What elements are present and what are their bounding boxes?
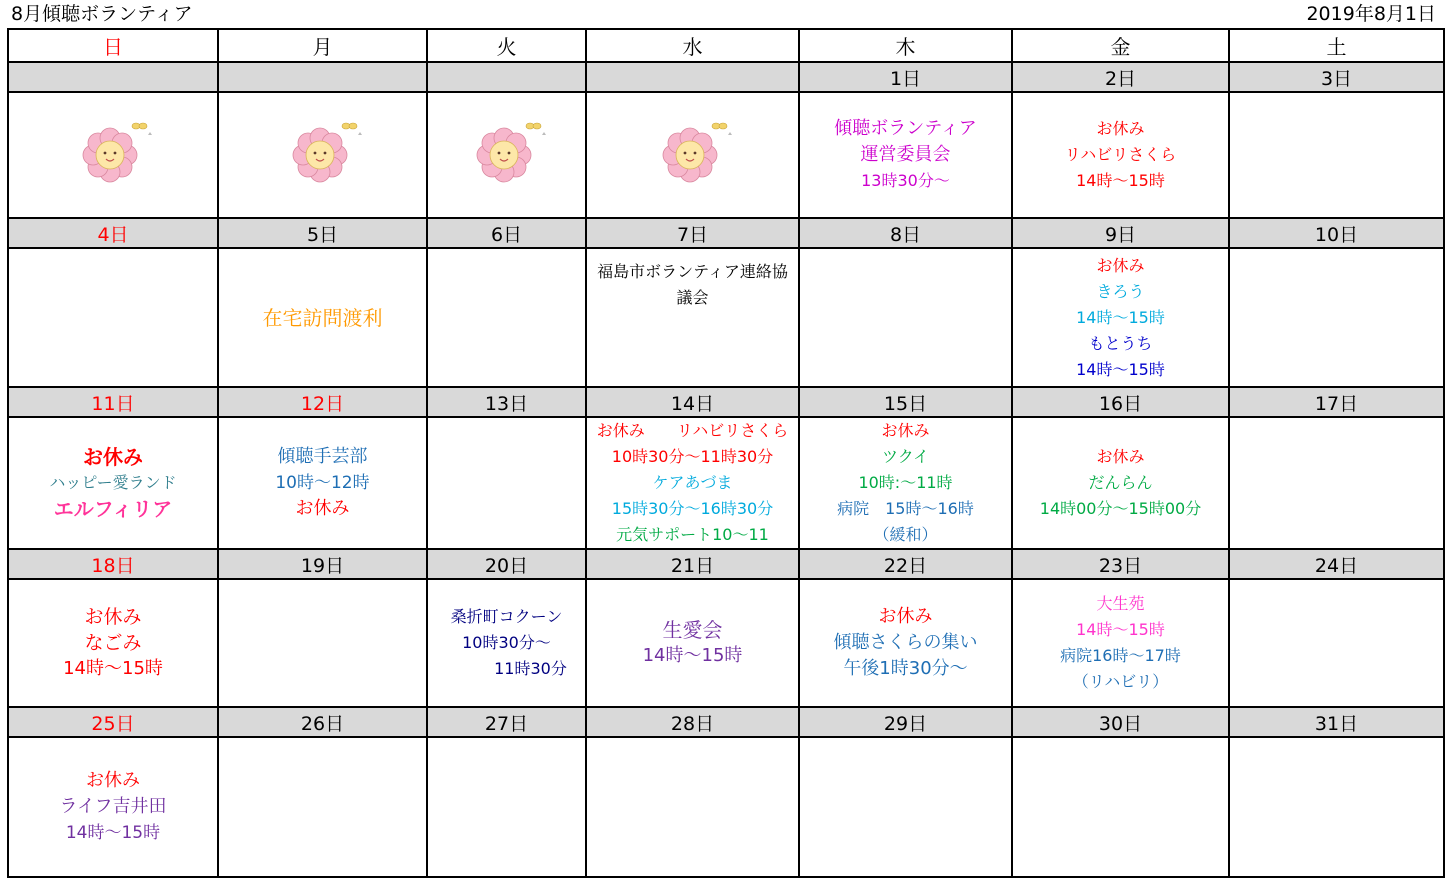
schedule-row [8, 248, 1444, 387]
day-number-cell: 5日 [218, 218, 427, 248]
date-row [8, 218, 1444, 248]
day-schedule-cell [8, 737, 218, 877]
day-schedule-cell [799, 417, 1012, 549]
schedule-entry: 14時～15時 [1076, 171, 1165, 190]
schedule-entry: 11時30分 [446, 659, 567, 678]
schedule-entry: （緩和） [873, 525, 938, 544]
day-number-cell: 30日 [1012, 707, 1229, 737]
schedule-entry: お休み [878, 606, 933, 627]
day-schedule-cell [427, 737, 586, 877]
day-number-cell: 26日 [218, 707, 427, 737]
weekday-sunday: 日 [8, 29, 218, 62]
schedule-entry: 10時30分～11時30分 [611, 447, 774, 466]
schedule-entry: ハッピー愛ランド [49, 473, 177, 492]
calendar-grid [7, 28, 1445, 878]
schedule-entry: 14時～15時 [65, 823, 161, 843]
day-schedule-cell [586, 92, 799, 218]
day-number-cell: 23日 [1012, 549, 1229, 579]
schedule-entry: 10時30分～ [462, 633, 551, 652]
schedule-entry: 生愛会 [662, 618, 723, 642]
day-schedule-cell [218, 92, 427, 218]
flower-mascot-icon [70, 117, 156, 185]
weekday-saturday: 土 [1229, 29, 1444, 62]
day-number-cell: 8日 [799, 218, 1012, 248]
weekday-friday: 金 [1012, 29, 1229, 62]
day-number-cell: 31日 [1229, 707, 1444, 737]
issue-date: 2019年8月1日 [1306, 3, 1436, 25]
day-schedule-cell [427, 92, 586, 218]
schedule-entry: 10時:～11時 [858, 473, 953, 492]
day-schedule-cell [218, 579, 427, 707]
weekday-header-row [8, 29, 1444, 62]
day-number-cell: 3日 [1229, 62, 1444, 92]
day-number-cell: 17日 [1229, 387, 1444, 417]
day-schedule-cell [1229, 248, 1444, 387]
schedule-entry: 傾聴さくらの集い [833, 632, 978, 653]
date-row [8, 62, 1444, 92]
schedule-row [8, 92, 1444, 218]
day-schedule-cell [1229, 417, 1444, 549]
schedule-entry: お休み [1096, 255, 1145, 275]
date-row [8, 549, 1444, 579]
day-schedule-cell [1229, 579, 1444, 707]
schedule-entry: お休み [881, 421, 930, 440]
day-number-cell: 9日 [1012, 218, 1229, 248]
schedule-entry: お休み [1096, 447, 1145, 466]
day-number-cell: 6日 [427, 218, 586, 248]
day-schedule-cell [586, 579, 799, 707]
schedule-entry: お休み [295, 498, 350, 519]
schedule-entry: 10時～12時 [275, 473, 370, 493]
day-number-cell: 28日 [586, 707, 799, 737]
schedule-entry: なごみ [84, 632, 142, 654]
date-row [8, 707, 1444, 737]
flower-mascot-icon [464, 117, 550, 185]
schedule-entry: お休み リハビリさくら [596, 421, 789, 440]
day-number-cell: 25日 [8, 707, 218, 737]
day-number-cell: 15日 [799, 387, 1012, 417]
day-schedule-cell [799, 92, 1012, 218]
day-schedule-cell [1229, 92, 1444, 218]
day-schedule-cell [1229, 737, 1444, 877]
schedule-entry: 14時～15時 [642, 645, 743, 666]
day-number-cell: 22日 [799, 549, 1012, 579]
day-schedule-cell [8, 248, 218, 387]
day-number-cell: 4日 [8, 218, 218, 248]
schedule-entry: 元気サポート10～11 [616, 525, 769, 544]
schedule-entry: エルフィリア [53, 497, 173, 521]
schedule-entry: 14時～15時 [63, 658, 163, 679]
schedule-entry: 桑折町コクーン [450, 607, 563, 626]
schedule-entry: 在宅訪問渡利 [262, 305, 383, 330]
schedule-entry: 病院 15時～16時 [837, 499, 974, 518]
day-number-cell: 19日 [218, 549, 427, 579]
schedule-entry: 議会 [676, 288, 709, 307]
schedule-entry: きろう [1096, 281, 1145, 301]
schedule-entry: 運営委員会 [860, 144, 951, 165]
day-schedule-cell [1012, 737, 1229, 877]
day-number-cell: 2日 [1012, 62, 1229, 92]
schedule-entry: 傾聴手芸部 [277, 446, 368, 467]
schedule-entry: ケアあづま [652, 473, 733, 492]
day-schedule-cell [8, 417, 218, 549]
day-schedule-cell [427, 579, 586, 707]
day-schedule-cell [427, 248, 586, 387]
day-number-cell: 27日 [427, 707, 586, 737]
day-schedule-cell [799, 248, 1012, 387]
schedule-entry: 13時30分～ [861, 171, 950, 190]
day-number-cell: 11日 [8, 387, 218, 417]
day-schedule-cell [8, 92, 218, 218]
schedule-entry: 午後1時30分～ [843, 658, 968, 679]
schedule-entry: 福島市ボランティア連絡協 [597, 262, 788, 281]
day-schedule-cell [586, 417, 799, 549]
day-schedule-cell [1012, 417, 1229, 549]
schedule-entry: もとうち [1088, 333, 1153, 353]
day-number-cell: 13日 [427, 387, 586, 417]
day-schedule-cell [427, 417, 586, 549]
day-number-cell: 1日 [799, 62, 1012, 92]
day-schedule-cell [1012, 579, 1229, 707]
flower-mascot-icon [280, 117, 366, 185]
day-number-cell: 12日 [218, 387, 427, 417]
schedule-entry: 病院16時～17時 [1060, 646, 1181, 665]
day-number-cell: 10日 [1229, 218, 1444, 248]
day-schedule-cell [799, 737, 1012, 877]
day-schedule-cell [1012, 248, 1229, 387]
day-schedule-cell [218, 417, 427, 549]
schedule-entry: 14時～15時 [1076, 359, 1165, 379]
schedule-entry: お休み [1096, 119, 1145, 138]
weekday-wednesday: 水 [586, 29, 799, 62]
schedule-entry: （リハビリ） [1072, 672, 1169, 691]
day-number-cell: 29日 [799, 707, 1012, 737]
schedule-row [8, 579, 1444, 707]
schedule-entry: 傾聴ボランティア [834, 118, 977, 139]
weekday-monday: 月 [218, 29, 427, 62]
day-schedule-cell [218, 248, 427, 387]
day-schedule-cell [586, 737, 799, 877]
schedule-row [8, 737, 1444, 877]
schedule-entry: ライフ吉井田 [59, 796, 167, 817]
day-number-cell [427, 62, 586, 92]
schedule-entry: お休み [86, 770, 140, 791]
day-number-cell: 14日 [586, 387, 799, 417]
schedule-entry: お休み [84, 606, 142, 628]
day-number-cell: 16日 [1012, 387, 1229, 417]
day-number-cell [586, 62, 799, 92]
schedule-entry: 大生苑 [1096, 594, 1145, 613]
schedule-entry: 14時～15時 [1076, 307, 1165, 327]
weekday-thursday: 木 [799, 29, 1012, 62]
weekday-tuesday: 火 [427, 29, 586, 62]
schedule-entry: お休み [83, 445, 143, 469]
flower-mascot-icon [650, 117, 736, 185]
schedule-entry: ツクイ [881, 447, 930, 466]
day-number-cell: 20日 [427, 549, 586, 579]
day-schedule-cell [1012, 92, 1229, 218]
day-number-cell: 21日 [586, 549, 799, 579]
schedule-entry: 15時30分～16時30分 [611, 499, 774, 518]
day-schedule-cell [218, 737, 427, 877]
day-number-cell: 24日 [1229, 549, 1444, 579]
date-row [8, 387, 1444, 417]
schedule-row [8, 417, 1444, 549]
day-number-cell: 7日 [586, 218, 799, 248]
day-schedule-cell [8, 579, 218, 707]
day-number-cell: 18日 [8, 549, 218, 579]
day-number-cell [218, 62, 427, 92]
schedule-entry: リハビリさくら [1064, 145, 1177, 164]
schedule-entry: 14時00分～15時00分 [1039, 499, 1202, 518]
page-title: 8月傾聴ボランティア [11, 3, 193, 25]
day-number-cell [8, 62, 218, 92]
day-schedule-cell [799, 579, 1012, 707]
day-schedule-cell [586, 248, 799, 387]
schedule-entry: だんらん [1088, 473, 1153, 492]
schedule-entry: 14時～15時 [1076, 620, 1165, 639]
